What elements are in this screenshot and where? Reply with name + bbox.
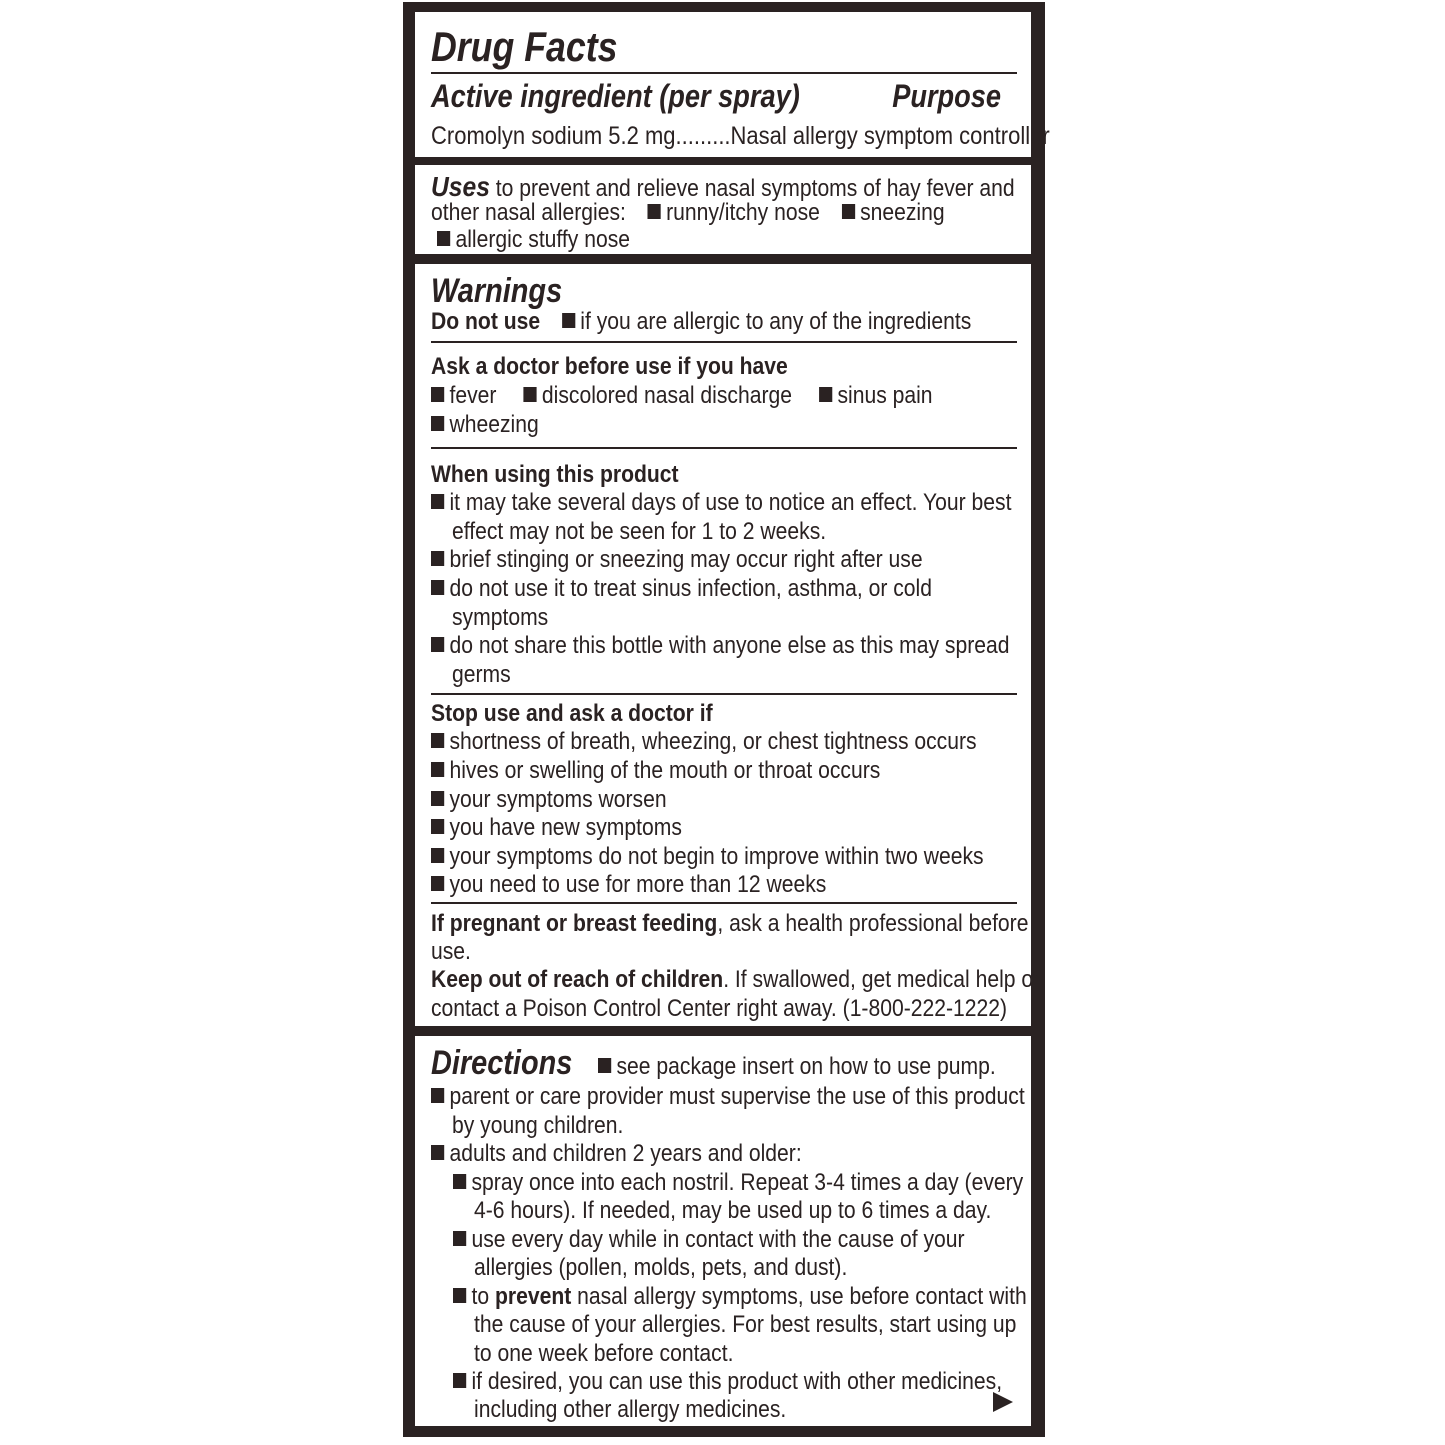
directions-first-line: Directions see package insert on how to use pump. — [431, 1044, 996, 1082]
keep-out-line-1: Keep out of reach of children. If swallowed, get medical help or — [431, 966, 1041, 993]
bullet-icon — [431, 791, 444, 806]
directions-line: including other allergy medicines. — [474, 1396, 787, 1423]
keep-out-line-2: contact a Poison Control Center right away. (1-800-222-1222) — [431, 995, 1008, 1022]
uses-item: allergic stuffy nose — [455, 226, 631, 253]
ask-doctor-item: sinus pain — [837, 382, 933, 409]
bullet-icon — [842, 204, 855, 219]
directions-line: adults and children 2 years and older: — [431, 1142, 802, 1166]
directions-line: the cause of your allergies. For best results, start using up — [474, 1311, 1017, 1338]
bullet-icon — [523, 387, 536, 402]
bullet-icon — [431, 876, 444, 891]
pregnant-line-1: If pregnant or breast feeding, ask a health professional before — [431, 910, 1029, 937]
ask-doctor-item: fever — [449, 382, 497, 409]
drug-facts-header-panel — [415, 12, 1050, 157]
bullet-icon — [562, 313, 575, 328]
stop-use-item: your symptoms worsen — [431, 788, 667, 812]
pregnant-line-2: use. — [431, 938, 471, 965]
bullet-icon — [431, 733, 444, 748]
section-rule — [431, 447, 1017, 449]
directions-line: if desired, you can use this product with other medicines, — [453, 1370, 1002, 1394]
stop-use-item: you have new symptoms — [431, 816, 682, 840]
directions-line: to one week before contact. — [474, 1340, 734, 1367]
uses-line-3 — [437, 228, 630, 252]
directions-panel — [415, 1036, 1031, 1426]
directions-heading: Directions — [431, 1044, 573, 1082]
when-using-line: effect may not be seen for 1 to 2 weeks. — [452, 518, 827, 545]
directions-line: parent or care provider must supervise the use of this product — [431, 1085, 1025, 1109]
bullet-icon — [431, 637, 444, 652]
when-using-line: germs — [452, 661, 511, 688]
drug-facts-label — [403, 2, 1050, 1437]
bullet-icon — [598, 1058, 611, 1073]
directions-line: allergies (pollen, molds, pets, and dust). — [474, 1254, 848, 1281]
bullet-icon — [437, 231, 450, 246]
stop-use-heading: Stop use and ask a doctor if — [431, 700, 713, 727]
section-rule — [431, 341, 1017, 343]
directions-line: 4-6 hours). If needed, may be used up to 6 times a day. — [474, 1197, 992, 1224]
bullet-icon — [431, 848, 444, 863]
drug-facts-title: Drug Facts — [431, 23, 618, 70]
when-using-heading: When using this product — [431, 461, 679, 488]
stop-use-item: your symptoms do not begin to improve within two weeks — [431, 845, 984, 869]
section-rule — [431, 902, 1017, 904]
uses-heading: Uses — [431, 171, 490, 202]
ask-doctor-item: discolored nasal discharge — [541, 382, 792, 409]
stop-use-item: hives or swelling of the mouth or throat occurs — [431, 759, 880, 783]
when-using-line: brief stinging or sneezing may occur right after use — [431, 548, 923, 572]
purpose-heading: Purpose — [892, 78, 1001, 114]
uses-line-2-text: other nasal allergies: — [431, 199, 626, 226]
bullet-icon — [431, 580, 444, 595]
directions-line: to prevent nasal allergy symptoms, use before contact with — [453, 1285, 1027, 1309]
directions-line: by young children. — [452, 1112, 624, 1139]
uses-item: runny/itchy nose — [666, 199, 820, 226]
directions-line: spray once into each nostril. Repeat 3-4 times a day (every — [453, 1171, 1023, 1195]
do-not-use-line — [431, 310, 971, 334]
warnings-heading: Warnings — [431, 272, 563, 310]
uses-item: sneezing — [860, 199, 945, 226]
continue-arrow-icon — [993, 1392, 1013, 1412]
stop-use-item: shortness of breath, wheezing, or chest tightness occurs — [431, 730, 977, 754]
uses-panel — [415, 165, 1031, 254]
bullet-icon — [431, 494, 444, 509]
do-not-use-label: Do not use — [431, 308, 541, 335]
bullet-icon — [453, 1373, 466, 1388]
pregnant-label: If pregnant or breast feeding — [431, 910, 718, 937]
uses-line-1 — [431, 173, 1015, 201]
bullet-icon — [431, 762, 444, 777]
keep-out-label: Keep out of reach of children — [431, 966, 724, 993]
bullet-icon — [819, 387, 832, 402]
ask-doctor-line-2 — [431, 413, 539, 437]
directions-line: use every day while in contact with the cause of your — [453, 1228, 965, 1252]
when-using-line: it may take several days of use to notice an effect. Your best — [431, 491, 1011, 515]
uses-line-2 — [431, 201, 945, 225]
title-rule — [431, 72, 1017, 74]
section-rule — [431, 693, 1017, 695]
bullet-icon — [453, 1231, 466, 1246]
ask-doctor-heading: Ask a doctor before use if you have — [431, 353, 788, 380]
stop-use-item: you need to use for more than 12 weeks — [431, 873, 826, 897]
prevent-emphasis: prevent — [494, 1283, 572, 1310]
bullet-icon — [431, 1088, 444, 1103]
ask-doctor-line-1 — [431, 384, 933, 408]
bullet-icon — [431, 819, 444, 834]
bullet-icon — [431, 551, 444, 566]
when-using-line: do not share this bottle with anyone else as this may spread — [431, 634, 1009, 658]
do-not-use-item: if you are allergic to any of the ingredients — [580, 308, 972, 335]
warnings-panel — [415, 264, 1041, 1026]
bullet-icon — [431, 1145, 444, 1160]
when-using-line: symptoms — [452, 604, 549, 631]
ingredient-line: Cromolyn sodium 5.2 mg.........Nasal allergy symptom controller — [431, 122, 1050, 150]
active-ingredient-heading: Active ingredient (per spray) — [431, 78, 800, 114]
bullet-icon — [453, 1288, 466, 1303]
bullet-icon — [431, 387, 444, 402]
ask-doctor-item: wheezing — [449, 411, 539, 438]
bullet-icon — [648, 204, 661, 219]
bullet-icon — [453, 1174, 466, 1189]
uses-line-1-text: to prevent and relieve nasal symptoms of hay fever and — [489, 175, 1015, 202]
when-using-line: do not use it to treat sinus infection, asthma, or cold — [431, 577, 932, 601]
bullet-icon — [431, 416, 444, 431]
